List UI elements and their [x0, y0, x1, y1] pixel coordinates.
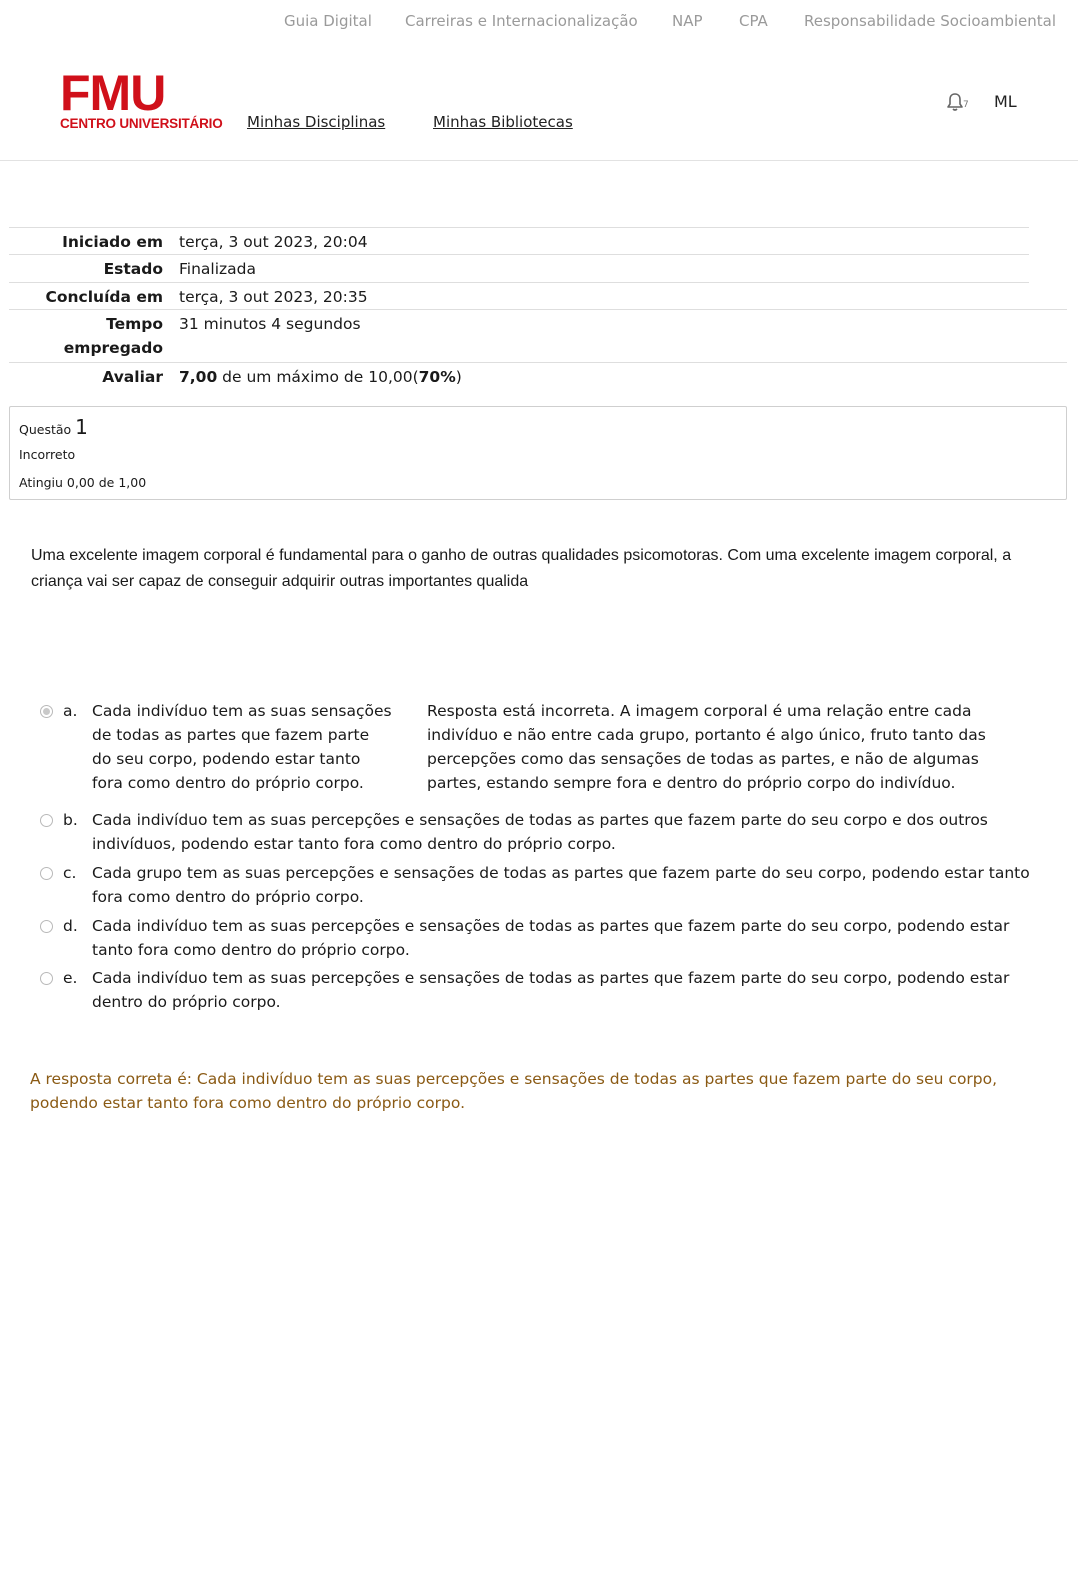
- option-text: Cada indivíduo tem as suas percepções e sensações de todas as partes que fazem parte do seu corpo, podendo estar dentro do próprio corpo.: [92, 969, 1010, 1011]
- summary-label: Iniciado em: [62, 233, 163, 251]
- radio-option-b[interactable]: [40, 814, 53, 827]
- notifications-button[interactable]: [946, 92, 972, 114]
- radio-option-e[interactable]: [40, 972, 53, 985]
- logo-wordmark: FMU: [60, 65, 166, 121]
- summary-label: Tempo empregado: [63, 315, 163, 357]
- top-nav-carreiras[interactable]: Carreiras e Internacionalização: [405, 12, 638, 30]
- question-text: Uma excelente imagem corporal é fundamental para o ganho de outras qualidades psicomotoras. Com uma excelente imagem corporal, a criança vai ser capaz de conseguir adquirir outras importantes qualida: [31, 547, 1012, 590]
- radio-option-a[interactable]: [40, 705, 53, 718]
- summary-row-started: [9, 227, 1029, 254]
- option-text: Cada indivíduo tem as suas percepções e sensações de todas as partes que fazem parte do seu corpo, podendo estar tanto fora como dentro do próprio corpo.: [92, 917, 1010, 959]
- option-text: Cada indivíduo tem as suas sensações de todas as partes que fazem parte do seu corpo, podendo estar tanto fora como dentro do próprio corpo.: [92, 702, 392, 792]
- option-letter: c.: [63, 864, 77, 882]
- summary-row-time: [9, 309, 1067, 362]
- summary-row-state: [9, 254, 1029, 282]
- top-nav-responsabilidade[interactable]: Responsabilidade Socioambiental: [804, 12, 1057, 30]
- summary-value: [179, 365, 462, 389]
- grade-close: ): [455, 368, 462, 386]
- question-grade: Atingiu 0,00 de 1,00: [19, 475, 147, 490]
- summary-label: Concluída em: [45, 288, 163, 306]
- option-text: Cada indivíduo tem as suas percepções e sensações de todas as partes que fazem parte do seu corpo e dos outros indivíduos, podendo estar tanto fora como dentro do próprio corpo.: [92, 811, 988, 853]
- summary-label: Estado: [103, 260, 163, 278]
- site-header: [0, 40, 1078, 161]
- option-feedback: Resposta está incorreta. A imagem corporal é uma relação entre cada indivíduo e não entre cada grupo, portanto é algo único, fruto tanto das percepções como das sensações de todas as partes, e não de algumas partes, estando sempre fora e dentro do próprio corpo do indivíduo.: [427, 702, 986, 792]
- option-text: Cada grupo tem as suas percepções e sensações de todas as partes que fazem parte do seu corpo, podendo estar tanto fora como dentro do próprio corpo.: [92, 864, 1030, 906]
- question-prefix: Questão: [19, 422, 72, 437]
- user-menu[interactable]: ML: [994, 92, 1017, 111]
- summary-value: Finalizada: [179, 260, 257, 278]
- top-nav-cpa[interactable]: CPA: [739, 12, 768, 30]
- top-nav-nap[interactable]: NAP: [672, 12, 703, 30]
- bell-icon: [946, 92, 964, 112]
- option-letter: d.: [63, 917, 78, 935]
- grade-text: de um máximo de 10,00(: [217, 368, 419, 386]
- top-nav: [0, 8, 1078, 36]
- option-letter: e.: [63, 969, 78, 987]
- question-info: [9, 406, 1067, 500]
- option-letter: a.: [63, 702, 78, 720]
- summary-value: 31 minutos 4 segundos: [179, 315, 361, 333]
- summary-value: terça, 3 out 2023, 20:04: [179, 233, 368, 251]
- attempt-summary: [9, 227, 1067, 393]
- summary-row-completed: [9, 282, 1029, 309]
- nav-minhas-disciplinas[interactable]: Minhas Disciplinas: [247, 113, 386, 131]
- summary-row-grade: [9, 362, 1067, 393]
- nav-minhas-bibliotecas[interactable]: Minhas Bibliotecas: [433, 113, 573, 131]
- radio-option-c[interactable]: [40, 867, 53, 880]
- summary-label: Avaliar: [102, 368, 163, 386]
- summary-value: terça, 3 out 2023, 20:35: [179, 288, 368, 306]
- grade-percent: 70%: [418, 368, 456, 386]
- question-number: [19, 415, 88, 439]
- question-state: Incorreto: [19, 447, 76, 462]
- top-nav-guia-digital[interactable]: Guia Digital: [284, 12, 372, 30]
- radio-option-d[interactable]: [40, 920, 53, 933]
- notification-count: 7: [963, 100, 969, 110]
- logo-subtitle: CENTRO UNIVERSITÁRIO: [60, 116, 223, 131]
- right-answer: A resposta correta é: Cada indivíduo tem as suas percepções e sensações de todas as partes que fazem parte do seu corpo, podendo estar tanto fora como dentro do próprio corpo.: [30, 1070, 998, 1112]
- grade-score: 7,00: [179, 368, 218, 386]
- option-letter: b.: [63, 811, 78, 829]
- question-number-value: 1: [75, 415, 88, 439]
- fmu-logo[interactable]: [60, 65, 223, 132]
